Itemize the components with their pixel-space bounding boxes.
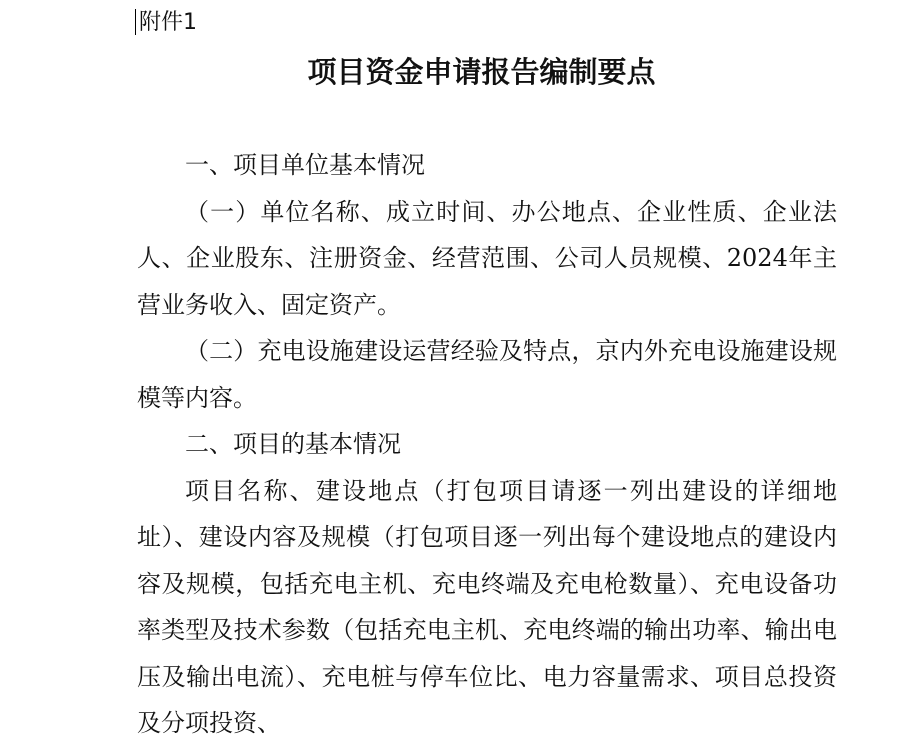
document-title: 项目资金申请报告编制要点 — [307, 55, 656, 89]
section-1-paragraph-2: （二）充电设施建设运营经验及特点，京内外充电设施建设规模等内容。 — [137, 337, 837, 412]
section-2-paragraph-1: 项目名称、建设地点（打包项目请逐一列出建设的详细地址）、建设内容及规模（打包项目逐一列出每个建设地点的建设内容及规模，包括充电主机、充电终端及充电枪数量）、充电设备功率类型及技术参数（包括充电主机、充电终端的输出功率、输出电压及输出电流）、充电桩与停车位比、电力容量需求、项目总投资及分项投资、 — [137, 476, 837, 737]
section-2-heading: 二、项目的基本情况 — [185, 430, 401, 458]
document-body — [137, 142, 837, 747]
attachment-label: 附件1 — [139, 10, 197, 35]
text-cursor — [135, 9, 136, 35]
section-1-paragraph-1: （一）单位名称、成立时间、办公地点、企业性质、企业法人、企业股东、注册资金、经营范围、公司人员规模、2024年主营业务收入、固定资产。 — [137, 197, 837, 319]
section-1-heading: 一、项目单位基本情况 — [185, 151, 425, 179]
